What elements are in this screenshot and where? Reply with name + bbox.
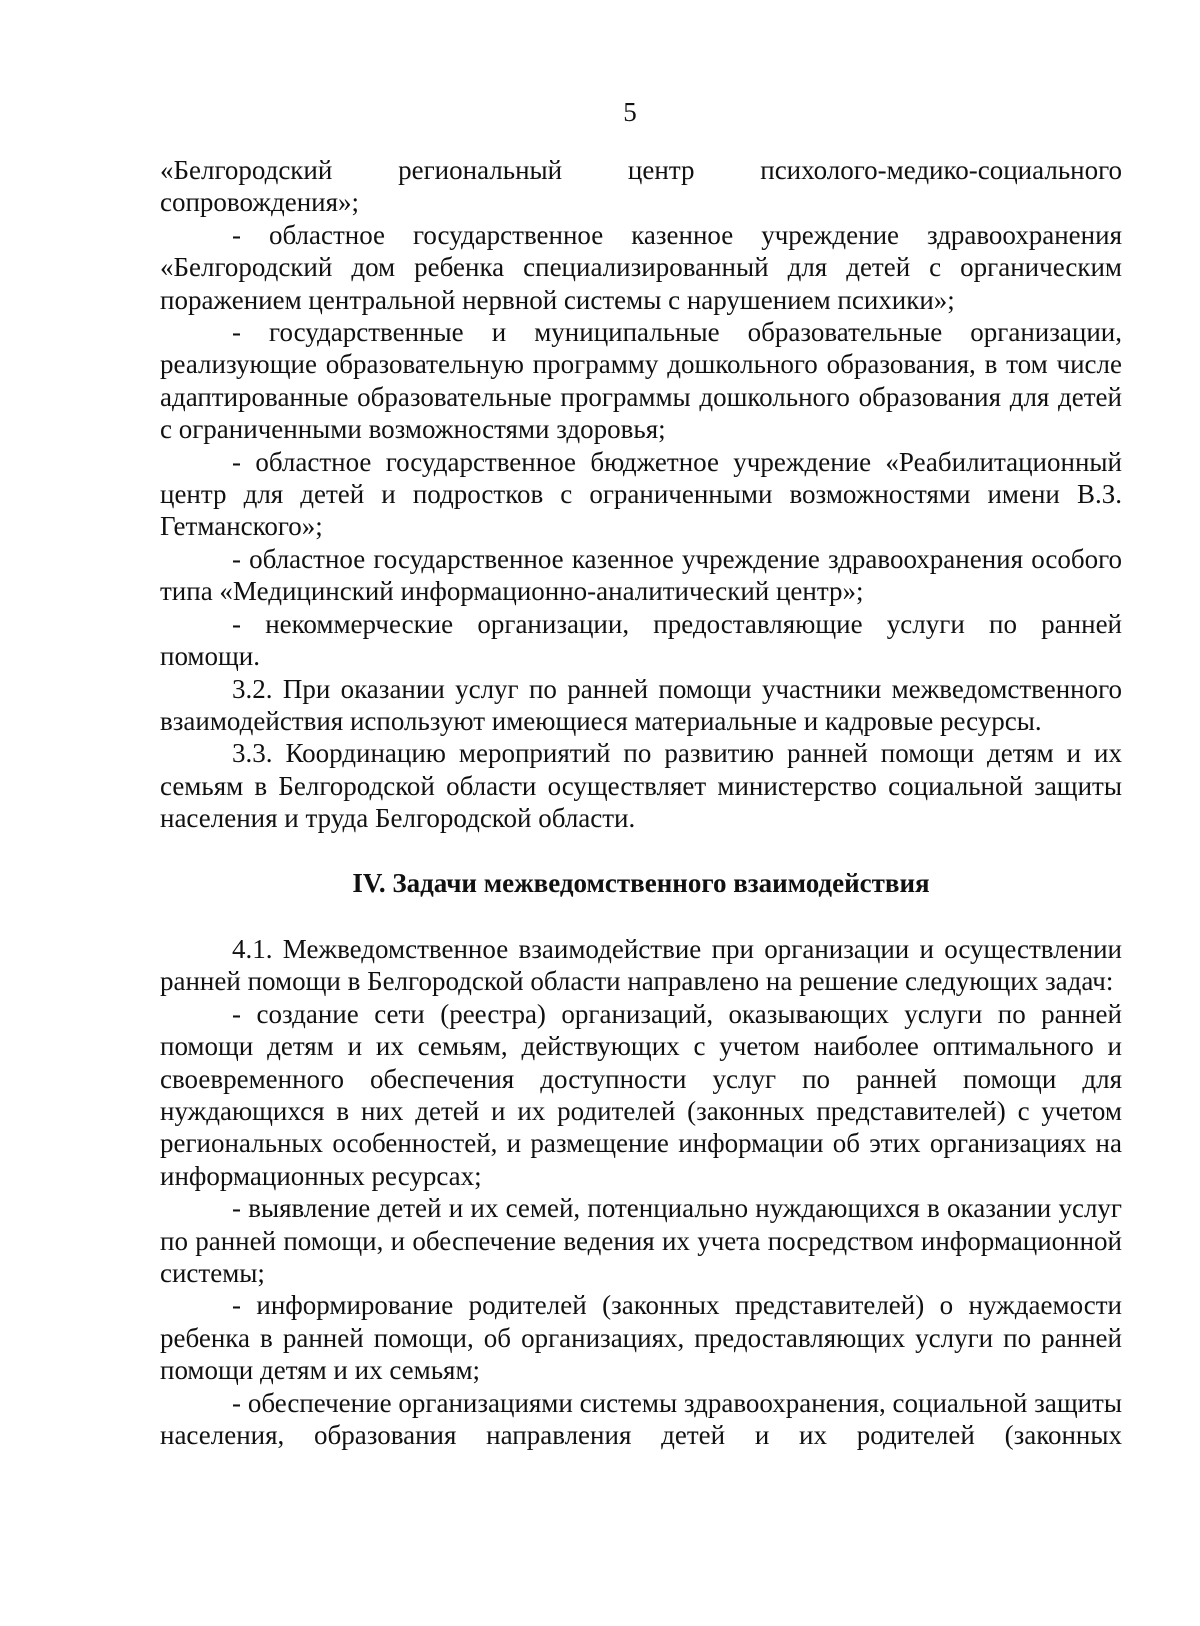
list-item-identification: - выявление детей и их семей, потенциально нуждающихся в оказании услуг по ранней помощи, и обеспечение ведения их учета посредством информационной системы; — [160, 1193, 1122, 1288]
list-item-nonprofit-orgs: - некоммерческие организации, предоставляющие услуги по ранней помощи. — [160, 608, 1122, 672]
paragraph-center-name: «Белгородский региональный центр психолого-медико-социального сопровождения»; — [160, 155, 1122, 218]
paragraph-3-2: 3.2. При оказании услуг по ранней помощи участники межведомственного взаимодействия используют имеющиеся материальные и кадровые ресурсы. — [160, 673, 1122, 736]
list-item-referral: - обеспечение организациями системы здравоохранения, социальной защиты населения, образования направления детей и их родителей (законных — [160, 1387, 1122, 1451]
page-number: 5 — [623, 97, 637, 127]
document-body — [160, 154, 1122, 1451]
paragraph-4-1: 4.1. Межведомственное взаимодействие при организации и осуществлении ранней помощи в Белгородской области направлено на решение следующих задач: — [160, 933, 1122, 997]
paragraph-3-3: 3.3. Координацию мероприятий по развитию ранней помощи детям и их семьям в Белгородской области осуществляет министерство социальной защиты населения и труда Белгородской области. — [160, 738, 1122, 834]
list-item-educational-orgs: - государственные и муниципальные образовательные организации, реализующие образовательную программу дошкольного образования, в том числе адаптированные образовательные программы дошкольного образования для детей с ограниченными возможностями здоровья; — [160, 317, 1122, 445]
list-item-medical-info-center: - областное государственное казенное учреждение здравоохранения особого типа «Медицинский информационно-аналитический центр»; — [160, 543, 1122, 607]
list-item-baby-home: - областное государственное казенное учреждение здравоохранения «Белгородский дом ребенка специализированный для детей с органическим поражением центральной нервной системы с нарушением психики»; — [160, 219, 1122, 315]
list-item-network-registry: - создание сети (реестра) организаций, оказывающих услуги по ранней помощи детям и их семьям, действующих с учетом наиболее оптимального и своевременного обеспечения доступности услуг по ранней помощи для нуждающихся в них детей и их родителей (законных представителей) с учетом региональных особенностей, и размещение информации об этих организациях на информационных ресурсах; — [160, 998, 1122, 1191]
list-item-informing-parents: - информирование родителей (законных представителей) о нуждаемости ребенка в ранней помощи, об организациях, предоставляющих услуги по ранней помощи детям и их семьям; — [160, 1290, 1122, 1386]
list-item-rehab-center: - областное государственное бюджетное учреждение «Реабилитационный центр для детей и подростков с ограниченными возможностями имени В.З. Гетманского»; — [160, 446, 1122, 542]
section-heading: IV. Задачи межведомственного взаимодействия — [352, 867, 930, 898]
